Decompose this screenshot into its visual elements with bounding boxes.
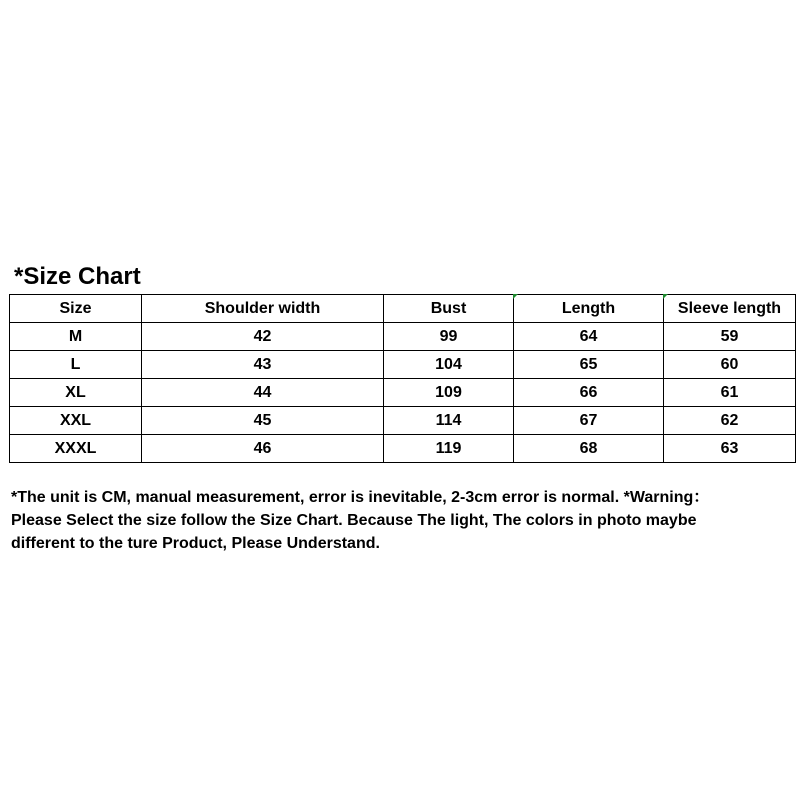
cell-size: M xyxy=(10,323,142,351)
cell-sleeve-length: 62 xyxy=(664,407,796,435)
cell-shoulder-width: 45 xyxy=(142,407,384,435)
note-line: different to the ture Product, Please Understand. xyxy=(11,535,380,552)
cell-shoulder-width: 42 xyxy=(142,323,384,351)
cell-shoulder-width: 46 xyxy=(142,435,384,463)
table-row xyxy=(10,407,796,435)
table-row xyxy=(10,323,796,351)
size-chart-table xyxy=(9,294,796,463)
cell-shoulder-width: 43 xyxy=(142,351,384,379)
cell-shoulder-width: 44 xyxy=(142,379,384,407)
note-line: Please Select the size follow the Size Chart. Because The light, The colors in photo maybe xyxy=(11,512,697,529)
header-size: Size xyxy=(10,295,142,323)
cell-size: XL xyxy=(10,379,142,407)
cell-sleeve-length: 63 xyxy=(664,435,796,463)
header-shoulder-width: Shoulder width xyxy=(142,295,384,323)
cell-size: XXL xyxy=(10,407,142,435)
cell-bust: 99 xyxy=(384,323,514,351)
cell-length: 66 xyxy=(514,379,664,407)
size-notes xyxy=(11,486,791,555)
cell-bust: 104 xyxy=(384,351,514,379)
cell-sleeve-length: 61 xyxy=(664,379,796,407)
table-header-row xyxy=(10,295,796,323)
cell-bust: 114 xyxy=(384,407,514,435)
page-title: *Size Chart xyxy=(14,263,141,290)
table-row xyxy=(10,435,796,463)
cell-bust: 109 xyxy=(384,379,514,407)
cell-size: L xyxy=(10,351,142,379)
note-line: *The unit is CM, manual measurement, error is inevitable, 2-3cm error is normal. *Warning： xyxy=(11,489,710,506)
header-sleeve-length: Sleeve length xyxy=(664,295,796,323)
header-bust: Bust xyxy=(384,295,514,323)
cell-sleeve-length: 59 xyxy=(664,323,796,351)
cell-sleeve-length: 60 xyxy=(664,351,796,379)
cell-bust: 119 xyxy=(384,435,514,463)
header-length: Length xyxy=(514,295,664,323)
cell-size: XXXL xyxy=(10,435,142,463)
cell-length: 67 xyxy=(514,407,664,435)
cell-length: 64 xyxy=(514,323,664,351)
table-row xyxy=(10,379,796,407)
cell-length: 68 xyxy=(514,435,664,463)
cell-length: 65 xyxy=(514,351,664,379)
table-row xyxy=(10,351,796,379)
